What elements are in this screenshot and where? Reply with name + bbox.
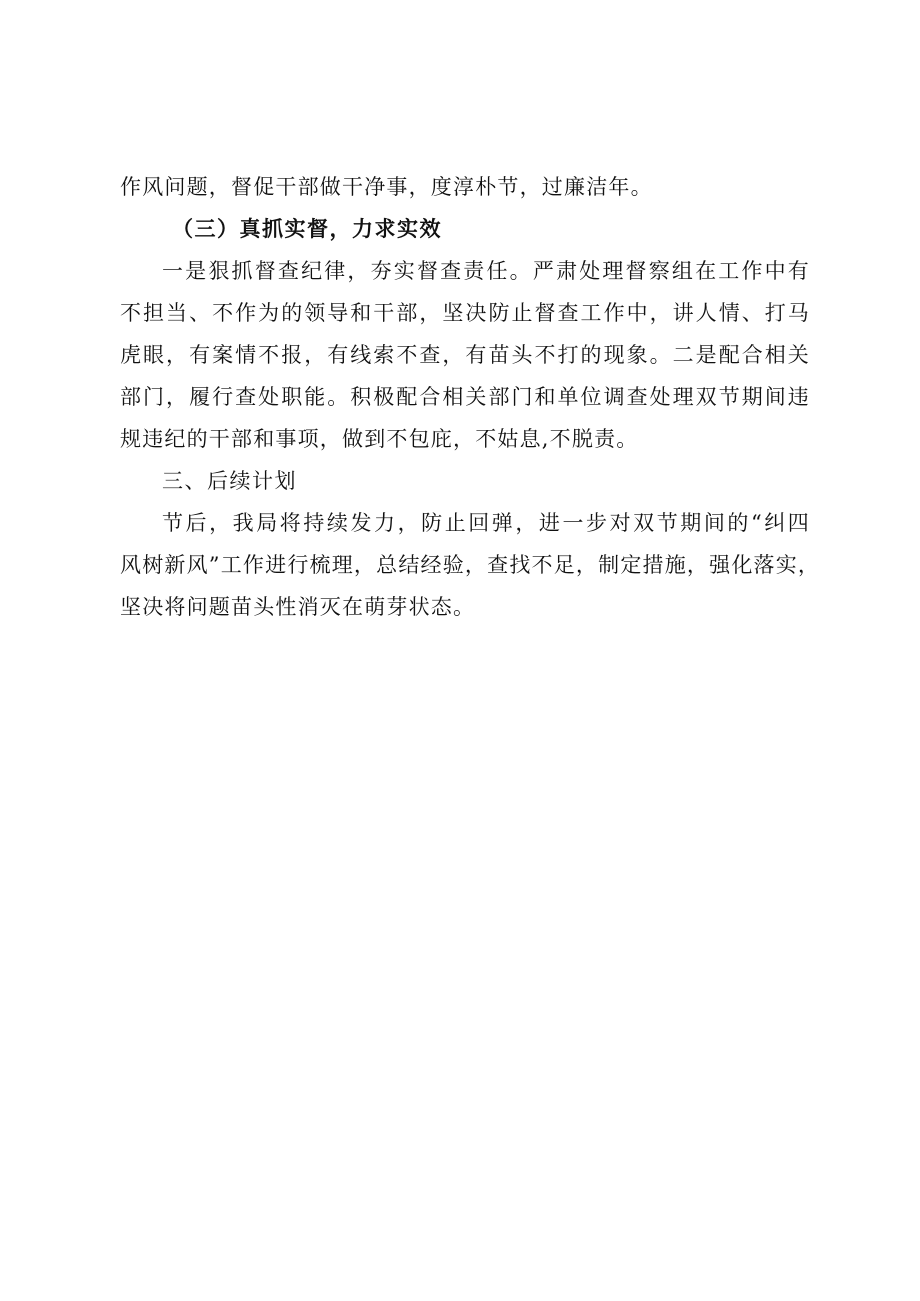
paragraph-line: 一是狠抓督查纪律，夯实督查责任。严肃处理督察组在工作中有: [162, 259, 810, 283]
section-heading: 三、后续计划: [162, 469, 297, 493]
paragraph-line: 规违纪的干部和事项，做到不包庇，不姑息,不脱责。: [120, 427, 639, 451]
paragraph-line: 不担当、不作为的领导和干部，坚决防止督查工作中，讲人情、打马: [120, 301, 810, 325]
paragraph-line: 风树新风”工作进行梳理，总结经验，查找不足，制定措施，强化落实，: [120, 553, 821, 577]
paragraph-line: 节后，我局将持续发力，防止回弹，进一步对双节期间的“纠四: [162, 511, 810, 535]
paragraph-line: 作风问题，督促干部做干净事，度淳朴节，过廉洁年。: [120, 175, 653, 199]
paragraph-line: 虎眼，有案情不报，有线索不查，有苗头不打的现象。二是配合相关: [120, 343, 810, 367]
paragraph-line: 部门，履行查处职能。积极配合相关部门和单位调查处理双节期间违: [120, 385, 810, 409]
section-subheading: （三）真抓实督，力求实效: [172, 217, 442, 241]
document-body: [120, 166, 821, 628]
paragraph-line: 坚决将问题苗头性消灭在萌芽状态。: [120, 595, 476, 619]
